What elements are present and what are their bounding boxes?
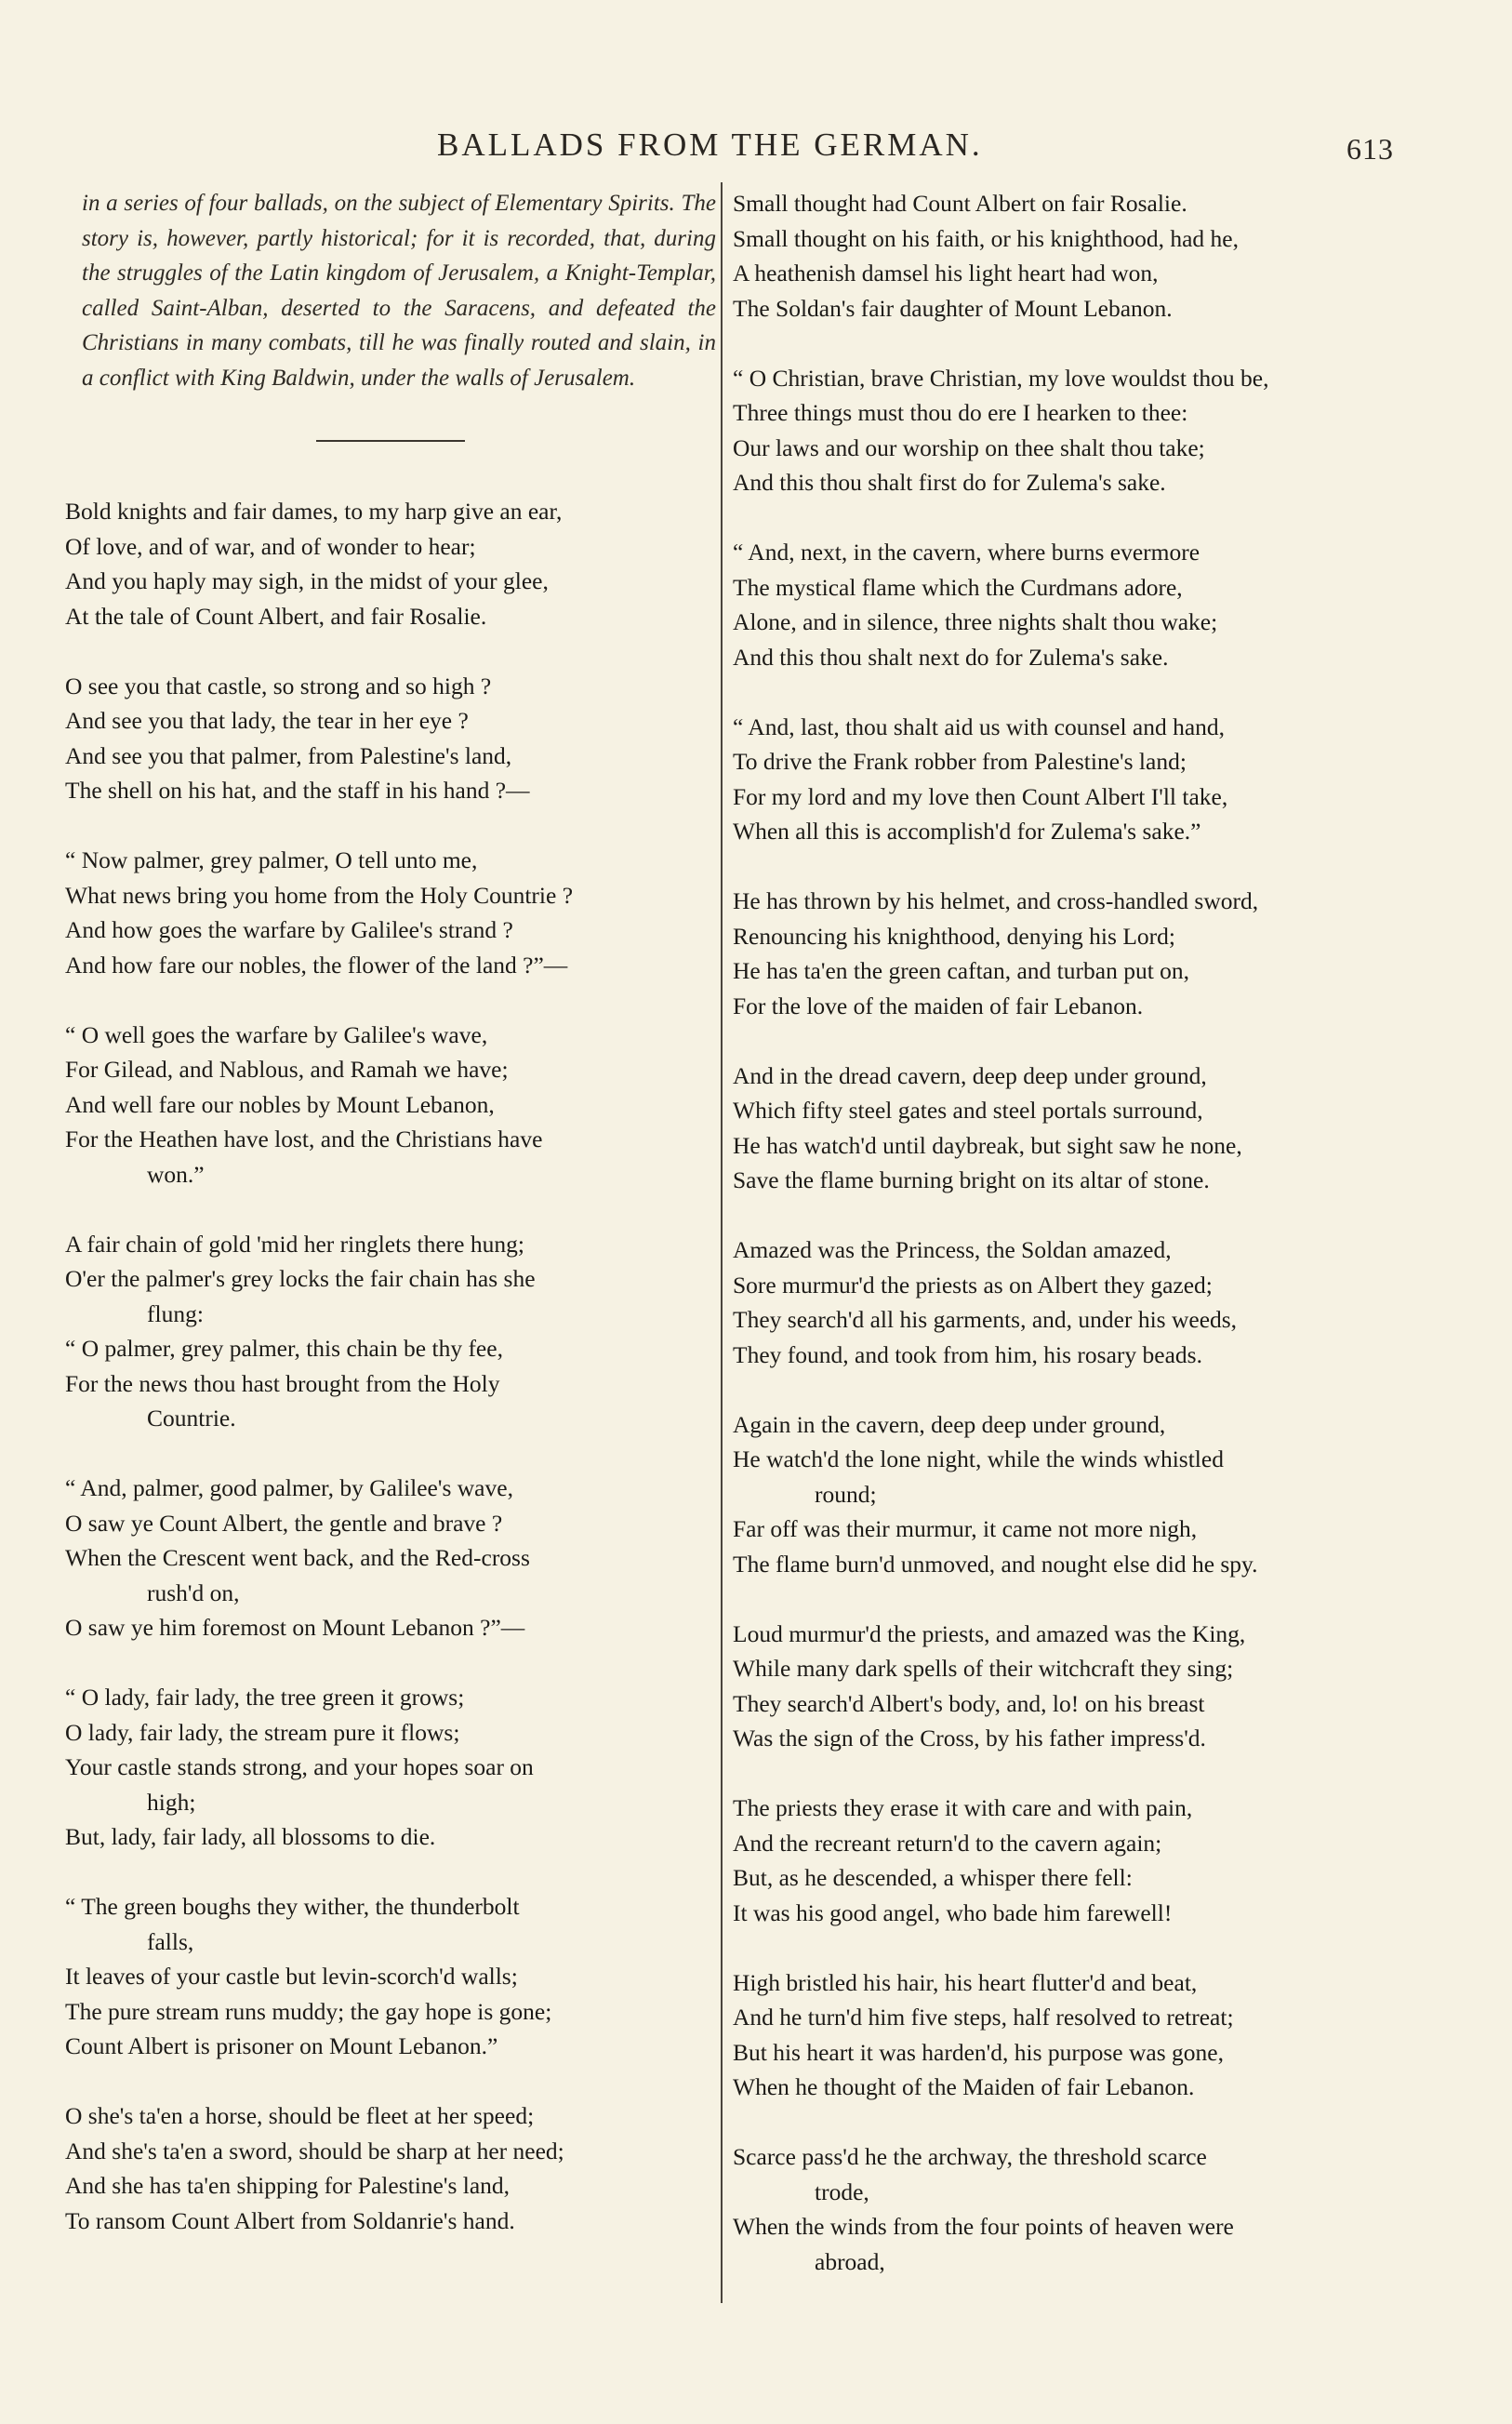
stanza-gap bbox=[733, 1581, 1400, 1617]
poem-line: But his heart it was harden'd, his purpose was gone, bbox=[733, 2038, 1224, 2066]
intro-paragraph: in a series of four ballads, on the subject of Elementary Spirits. The story is, however, partly historical; for it is recorded, that, during the struggles of the Latin kingdom of Jerusalem, a Knight-Templar, called Saint-Alban, deserted to the Saracens, and defeated the Christians in many combats, till he was finally routed and slain, in a conflict with King Baldwin, under the walls of Jerusalem. bbox=[82, 191, 716, 391]
poem-line: And in the dread cavern, deep deep under ground, bbox=[733, 1061, 1207, 1089]
stanza bbox=[65, 1889, 716, 2064]
stanza bbox=[65, 1018, 716, 1192]
poem-line: The mystical flame which the Curdmans adore, bbox=[733, 573, 1183, 601]
poem-line: A heathenish damsel his light heart had won, bbox=[733, 260, 1159, 286]
poem-line: They search'd Albert's body, and, lo! on his breast bbox=[733, 1689, 1205, 1717]
stanza bbox=[65, 494, 716, 633]
poem-line: Loud murmur'd the priests, and amazed was the King, bbox=[733, 1619, 1246, 1647]
poem-line: At the tale of Count Albert, and fair Rosalie. bbox=[65, 602, 487, 630]
poem-line: “ Now palmer, grey palmer, O tell unto me, bbox=[65, 846, 478, 873]
poem-line: “ O Christian, brave Christian, my love wouldst thou be, bbox=[733, 364, 1269, 392]
poem-line: Alone, and in silence, three nights shalt thou wake; bbox=[733, 608, 1218, 635]
poem-line: Count Albert is prisoner on Mount Lebanon.” bbox=[65, 2032, 498, 2059]
stanza bbox=[733, 1617, 1400, 1756]
poem-line: Which fifty steel gates and steel portals surround, bbox=[733, 1097, 1203, 1124]
poem-line: Save the flame burning bright on its altar of stone. bbox=[733, 1166, 1210, 1193]
stanza bbox=[733, 1791, 1400, 1930]
stanza-gap bbox=[65, 1192, 716, 1227]
stanza bbox=[733, 1232, 1400, 1372]
poem-line: And well fare our nobles by Mount Lebanon, bbox=[65, 1090, 495, 1118]
poem-line: And this thou shalt first do for Zulema's sake. bbox=[733, 469, 1166, 496]
stanza bbox=[733, 186, 1400, 326]
poem-line: For the Heathen have lost, and the Christians have bbox=[65, 1125, 543, 1152]
stanza bbox=[733, 1407, 1400, 1582]
right-stanzas bbox=[733, 186, 1400, 2279]
poem-line: A fair chain of gold 'mid her ringlets there hung; bbox=[65, 1230, 524, 1258]
poem-line: For the news thou hast brought from the Holy bbox=[65, 1369, 500, 1397]
stanza-gap bbox=[733, 2105, 1400, 2140]
poem-line: Bold knights and fair dames, to my harp give an ear, bbox=[65, 498, 563, 525]
poem-line: But, lady, fair lady, all blossoms to die. bbox=[65, 1823, 436, 1850]
poem-line: And she's ta'en a sword, should be sharp at her need; bbox=[65, 2137, 564, 2164]
poem-line: trode, bbox=[815, 2178, 869, 2205]
poem-line: What news bring you home from the Holy Countrie ? bbox=[65, 881, 574, 909]
stanza-gap bbox=[733, 1756, 1400, 1791]
poem-line: “ O well goes the warfare by Galilee's wave, bbox=[65, 1020, 488, 1048]
stanza bbox=[65, 669, 716, 808]
poem-line: high; bbox=[147, 1788, 196, 1816]
poem-line: And you haply may sigh, in the midst of your glee, bbox=[65, 567, 549, 594]
page-number: 613 bbox=[1346, 132, 1394, 166]
poem-line: Again in the cavern, deep deep under ground, bbox=[733, 1410, 1166, 1438]
stanza-gap bbox=[65, 1855, 716, 1890]
poem-line: And see you that lady, the tear in her eye ? bbox=[65, 707, 469, 734]
poem-line: When the winds from the four points of heaven were bbox=[733, 2213, 1234, 2240]
stanza-gap bbox=[65, 1436, 716, 1472]
stanza-gap bbox=[65, 2064, 716, 2099]
poem-line: And see you that palmer, from Palestine's land, bbox=[65, 741, 512, 769]
stanza-gap bbox=[733, 500, 1400, 536]
stanza-gap bbox=[733, 1930, 1400, 1965]
poem-line: It was his good angel, who bade him farewell! bbox=[733, 1898, 1173, 1926]
poem-line: Renouncing his knighthood, denying his Lord; bbox=[733, 922, 1175, 950]
poem-line: He watch'd the lone night, while the winds whistled bbox=[733, 1445, 1224, 1472]
poem-line: They found, and took from him, his rosary beads. bbox=[733, 1340, 1202, 1368]
left-stanzas bbox=[65, 494, 716, 2238]
stanza-gap bbox=[65, 982, 716, 1018]
poem-line: Small thought on his faith, or his knighthood, had he, bbox=[733, 224, 1239, 252]
poem-line: And how fare our nobles, the flower of the land ?”— bbox=[65, 951, 568, 979]
stanza bbox=[65, 2098, 716, 2238]
poem-line: O'er the palmer's grey locks the fair chain has she bbox=[65, 1265, 536, 1292]
column-rule bbox=[721, 182, 723, 2303]
poem-line: O saw ye him foremost on Mount Lebanon ?”— bbox=[65, 1614, 525, 1641]
poem-line: When the Crescent went back, and the Red-cross bbox=[65, 1544, 530, 1571]
poem-line: And this thou shalt next do for Zulema's sake. bbox=[733, 643, 1169, 671]
poem-line: O saw ye Count Albert, the gentle and brave ? bbox=[65, 1509, 503, 1537]
poem-line: The pure stream runs muddy; the gay hope is gone; bbox=[65, 1997, 552, 2025]
stanza-gap bbox=[733, 1372, 1400, 1407]
poem-line: When all this is accomplish'd for Zulema's sake.” bbox=[733, 818, 1201, 845]
poem-line: High bristled his hair, his heart flutter'd and beat, bbox=[733, 1968, 1198, 1996]
stanza bbox=[65, 843, 716, 982]
poem-line: The priests they erase it with care and with pain, bbox=[733, 1794, 1193, 1821]
running-header bbox=[437, 127, 1376, 164]
poem-line: The Soldan's fair daughter of Mount Lebanon. bbox=[733, 294, 1173, 322]
stanza-gap bbox=[65, 633, 716, 669]
stanza bbox=[733, 535, 1400, 674]
poem-line: They search'd all his garments, and, under his weeds, bbox=[733, 1306, 1238, 1333]
poem-line: And she has ta'en shipping for Palestine's land, bbox=[65, 2172, 511, 2199]
poem-line: He has thrown by his helmet, and cross-handled sword, bbox=[733, 887, 1259, 914]
poem-line: “ And, last, thou shalt aid us with counsel and hand, bbox=[733, 713, 1226, 740]
poem-line: And he turn'd him five steps, half resolved to retreat; bbox=[733, 2004, 1234, 2031]
poem-line: “ The green boughs they wither, the thunderbolt bbox=[65, 1893, 520, 1920]
poem-line: Scarce pass'd he the archway, the threshold scarce bbox=[733, 2143, 1207, 2170]
stanza bbox=[733, 710, 1400, 849]
poem-line: Small thought had Count Albert on fair Rosalie. bbox=[733, 190, 1187, 217]
poem-line: But, as he descended, a whisper there fell: bbox=[733, 1864, 1133, 1891]
poem-line: “ And, next, in the cavern, where burns evermore bbox=[733, 539, 1200, 566]
stanza bbox=[733, 884, 1400, 1023]
poem-line: O she's ta'en a horse, should be fleet at her speed; bbox=[65, 2102, 535, 2129]
poem-line: rush'd on, bbox=[147, 1578, 240, 1606]
poem-line: O lady, fair lady, the stream pure it flows; bbox=[65, 1718, 460, 1746]
poem-line: He has watch'd until daybreak, but sight saw he none, bbox=[733, 1131, 1242, 1159]
poem-line: For the love of the maiden of fair Lebanon. bbox=[733, 992, 1144, 1019]
poem-line: falls, bbox=[147, 1927, 194, 1955]
poem-line: Amazed was the Princess, the Soldan amazed, bbox=[733, 1236, 1172, 1263]
poem-line: Countrie. bbox=[147, 1405, 236, 1432]
poem-line: For Gilead, and Nablous, and Ramah we have; bbox=[65, 1056, 509, 1083]
right-column bbox=[733, 186, 1400, 2279]
stanza-gap bbox=[733, 849, 1400, 885]
poem-line: Sore murmur'd the priests as on Albert they gazed; bbox=[733, 1271, 1213, 1299]
poem-line: Your castle stands strong, and your hopes soar on bbox=[65, 1753, 534, 1780]
poem-line: Three things must thou do ere I hearken to thee: bbox=[733, 399, 1188, 426]
stanza-gap bbox=[733, 1198, 1400, 1233]
stanza bbox=[65, 1227, 716, 1436]
poem-line: And the recreant return'd to the cavern again; bbox=[733, 1829, 1162, 1857]
stanza bbox=[733, 1965, 1400, 2105]
stanza bbox=[65, 1680, 716, 1855]
poem-line: round; bbox=[815, 1480, 877, 1508]
poem-line: Far off was their murmur, it came not more nigh, bbox=[733, 1515, 1198, 1542]
stanza bbox=[733, 1059, 1400, 1198]
left-column bbox=[65, 186, 716, 2238]
stanza-gap bbox=[65, 808, 716, 844]
stanza-gap bbox=[65, 1645, 716, 1681]
stanza bbox=[65, 1471, 716, 1645]
poem-line: For my lord and my love then Count Albert I'll take, bbox=[733, 782, 1228, 810]
running-title: BALLADS FROM THE GERMAN. bbox=[437, 127, 983, 163]
poem-line: Was the sign of the Cross, by his father impress'd. bbox=[733, 1725, 1206, 1751]
poem-line: To ransom Count Albert from Soldanrie's hand. bbox=[65, 2206, 515, 2234]
poem-line: To drive the Frank robber from Palestine's land; bbox=[733, 748, 1187, 775]
poem-line: “ O palmer, grey palmer, this chain be thy fee, bbox=[65, 1335, 503, 1362]
stanza bbox=[733, 361, 1400, 500]
poem-line: O see you that castle, so strong and so high ? bbox=[65, 672, 492, 699]
poem-line: “ O lady, fair lady, the tree green it grows; bbox=[65, 1684, 465, 1711]
poem-line: won.” bbox=[147, 1160, 205, 1188]
poem-line: abroad, bbox=[815, 2247, 885, 2275]
poem-line: “ And, palmer, good palmer, by Galilee's wave, bbox=[65, 1474, 513, 1501]
poem-line: When he thought of the Maiden of fair Lebanon. bbox=[733, 2073, 1195, 2100]
stanza bbox=[733, 2139, 1400, 2279]
poem-line: While many dark spells of their witchcraft they sing; bbox=[733, 1655, 1234, 1682]
stanza-gap bbox=[733, 326, 1400, 361]
stanza-gap bbox=[733, 674, 1400, 710]
section-separator bbox=[316, 440, 465, 442]
poem-line: Of love, and of war, and of wonder to hear; bbox=[65, 532, 476, 560]
stanza-gap bbox=[733, 1023, 1400, 1059]
poem-line: And how goes the warfare by Galilee's strand ? bbox=[65, 916, 513, 943]
poem-line: The flame burn'd unmoved, and nought else did he spy. bbox=[733, 1550, 1258, 1578]
poem-line: flung: bbox=[147, 1299, 204, 1327]
poem-line: He has ta'en the green caftan, and turban put on, bbox=[733, 957, 1190, 984]
poem-line: It leaves of your castle but levin-scorch'd walls; bbox=[65, 1963, 518, 1990]
poem-line: The shell on his hat, and the staff in his hand ?— bbox=[65, 777, 530, 804]
poem-line: Our laws and our worship on thee shalt thou take; bbox=[733, 433, 1205, 461]
